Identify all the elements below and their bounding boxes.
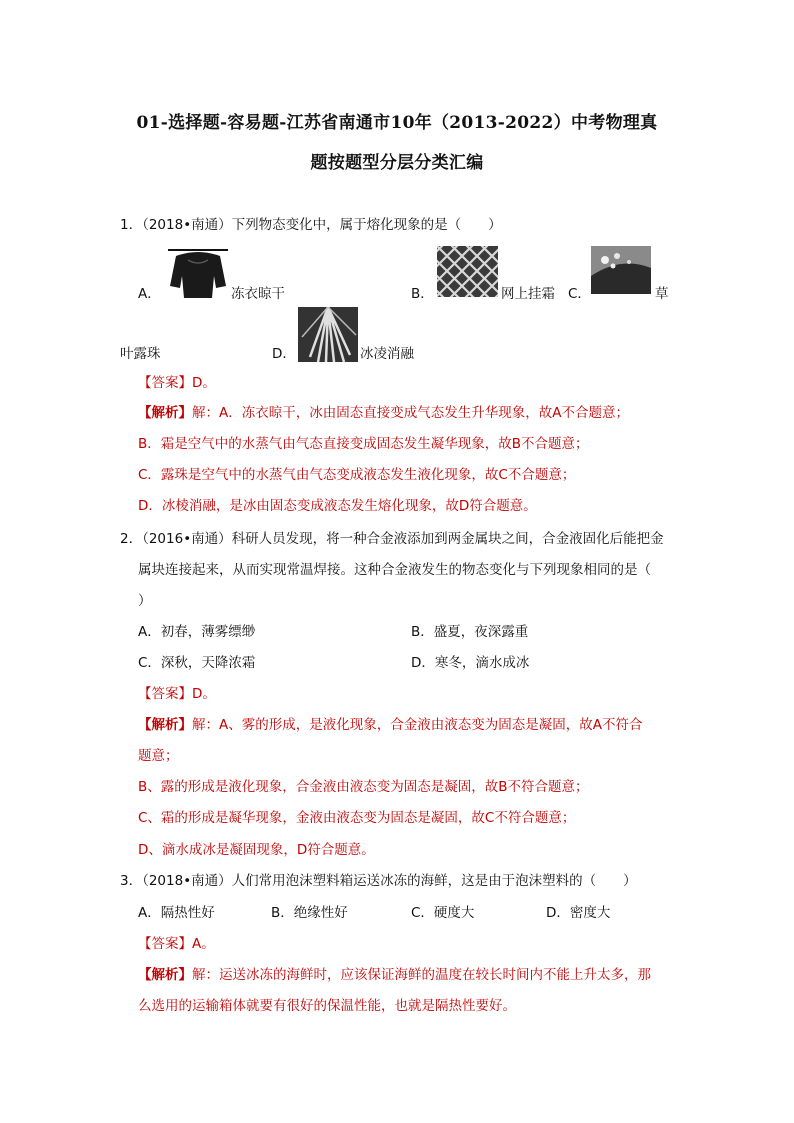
q1-option-b-letter: B． [411, 286, 434, 302]
q3-option-c: C．硬度大 [411, 905, 475, 921]
q2-analysis-text-1: 解：A、雾的形成，是液化现象，合金液由液态变为固态是凝固，故A不符合 [192, 717, 643, 733]
q3-option-b: B．绝缘性好 [271, 905, 348, 921]
q3-stem: 3．（2018•南通）人们常用泡沫塑料箱运送冰冻的海鲜，这是由于泡沫塑料的（ ） [120, 873, 637, 889]
dew-on-leaf-image [591, 246, 651, 294]
q1-option-a-letter: A． [138, 286, 161, 302]
q3-analysis-label: 【解析】 [138, 967, 192, 983]
q1-option-d-text: 冰凌消融 [360, 346, 414, 362]
q2-stem-line-2: 属块连接起来，从而实现常温焊接。这种合金液发生的物态变化与下列现象相同的是（ [138, 562, 651, 578]
q2-analysis-line-5: D、滴水成冰是凝固现象，D符合题意。 [138, 842, 375, 858]
q2-analysis-line-3: B、露的形成是液化现象，合金液由液态变为固态是凝固，故B不符合题意； [138, 779, 589, 795]
q2-option-d: D．寒冬，滴水成冰 [411, 655, 530, 671]
q1-option-c-letter: C． [568, 286, 591, 302]
q2-option-b: B．盛夏，夜深露重 [411, 624, 529, 640]
q1-option-b-text: 网上挂霜 [501, 286, 555, 302]
q2-analysis-line-4: C、霜的形成是凝华现象，金液由液态变为固态是凝固，故C不符合题意； [138, 810, 576, 826]
q3-analysis-line-2: 么选用的运输箱体就要有很好的保温性能，也就是隔热性要好。 [138, 998, 516, 1014]
q2-answer: 【答案】D。 [138, 686, 216, 702]
q1-stem: 1．（2018•南通）下列物态变化中，属于熔化现象的是（ ） [120, 217, 502, 233]
q3-answer: 【答案】A。 [138, 936, 215, 952]
q2-option-c: C．深秋，天降浓霜 [138, 655, 256, 671]
frost-on-net-image [437, 246, 498, 297]
q2-analysis-line-2: 题意； [138, 748, 179, 764]
q2-stem-line-1: 2．（2016•南通）科研人员发现，将一种合金液添加到两金属块之间，合金液固化后能把金 [120, 531, 664, 547]
q3-option-a: A．隔热性好 [138, 905, 215, 921]
q2-analysis-label: 【解析】 [138, 717, 192, 733]
document-title-line-2: 题按题型分层分类汇编 [310, 153, 484, 173]
q3-option-d: D．密度大 [546, 905, 611, 921]
q1-analysis-label: 【解析】 [138, 405, 192, 421]
frozen-clothes-image [166, 246, 230, 300]
q1-option-c-text-part-2: 叶露珠 [120, 346, 161, 362]
q2-stem-line-3: ） [138, 593, 152, 609]
q1-answer: 【答案】D。 [138, 375, 216, 391]
q1-analysis-line-1 [138, 403, 629, 423]
q1-analysis-line-2: B．霜是空气中的水蒸气由气态直接变成固态发生凝华现象，故B不合题意； [138, 436, 589, 452]
q1-option-c-text-part-1: 草 [655, 286, 669, 302]
q3-analysis-line-1 [138, 965, 651, 985]
q1-option-a-text: 冻衣晾干 [231, 286, 285, 302]
melting-icicle-image [298, 307, 358, 362]
q1-analysis-line-4: D．冰棱消融，是冰由固态变成液态发生熔化现象，故D符合题意。 [138, 498, 537, 514]
q2-analysis-line-1 [138, 715, 642, 735]
document-title-line-1: 01-选择题-容易题-江苏省南通市10年（2013-2022）中考物理真 [136, 113, 658, 133]
q1-option-d-letter: D． [272, 346, 296, 362]
q1-analysis-line-3: C．露珠是空气中的水蒸气由气态变成液态发生液化现象，故C不合题意； [138, 467, 576, 483]
q3-analysis-text-1: 解：运送冰冻的海鲜时，应该保证海鲜的温度在较长时间内不能上升太多，那 [192, 967, 651, 983]
q1-analysis-text-1: 解：A．冻衣晾干，冰由固态直接变成气态发生升华现象，故A不合题意； [192, 405, 629, 421]
q2-option-a: A．初春，薄雾缥缈 [138, 624, 256, 640]
